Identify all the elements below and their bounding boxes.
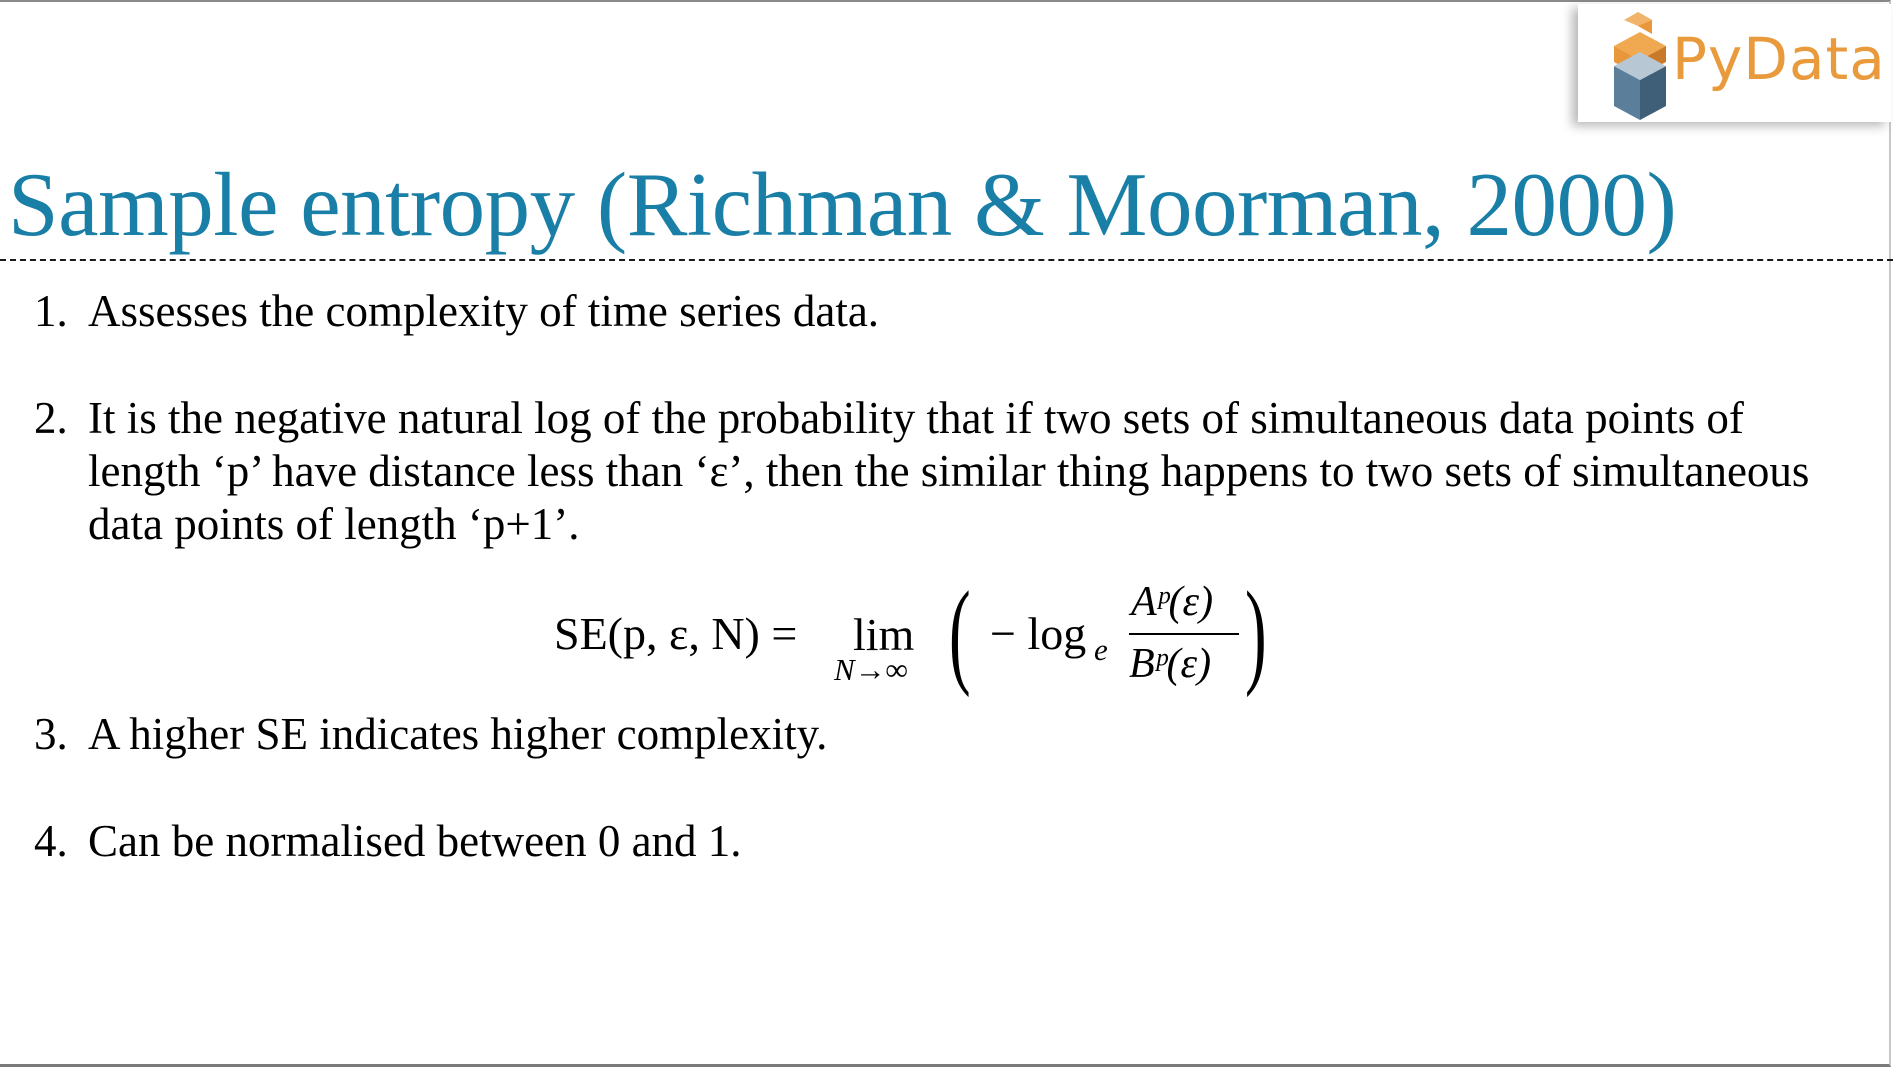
title-divider [0, 259, 1893, 261]
formula-lhs: SE(p, ε, N) = [554, 608, 798, 659]
formula-fraction-bar [1129, 633, 1239, 635]
formula-lim-subscript: N→∞ [834, 652, 908, 687]
formula-open-paren: ( [949, 567, 971, 698]
formula-numerator: Aᵖ(ε) [1131, 579, 1214, 625]
list-item-text: Can be normalised between 0 and 1. [88, 816, 742, 866]
list-item [34, 708, 1854, 761]
list-item [34, 392, 1854, 551]
formula-lim: lim [853, 609, 915, 660]
formula-close-paren: ) [1245, 567, 1267, 698]
list-item-text: A higher SE indicates higher complexity. [88, 709, 828, 759]
pydata-wordmark: PyData [1672, 25, 1886, 93]
formula-minus-log: − log [990, 608, 1087, 659]
slide-title: Sample entropy (Richman & Moorman, 2000) [8, 154, 1677, 255]
formula-denominator: Bᵖ(ε) [1129, 641, 1212, 687]
list-item-number: 2. [34, 393, 68, 443]
list-item-text: Assesses the complexity of time series data. [88, 286, 880, 336]
list-item-number: 4. [34, 816, 68, 866]
pydata-logo [1578, 4, 1891, 122]
list-item [34, 815, 1854, 868]
formula-log-base: e [1094, 632, 1108, 667]
list-item [34, 285, 1854, 338]
list-item-number: 1. [34, 286, 68, 336]
list-item-text: It is the negative natural log of the probability that if two sets of simultaneous data points of length ‘p’ have distance less than ‘ε’, then the similar thing happens to two sets of simultaneous data points of length ‘p+1’. [88, 393, 1810, 549]
pydata-cube-icon [1610, 8, 1672, 120]
list-item-number: 3. [34, 709, 68, 759]
